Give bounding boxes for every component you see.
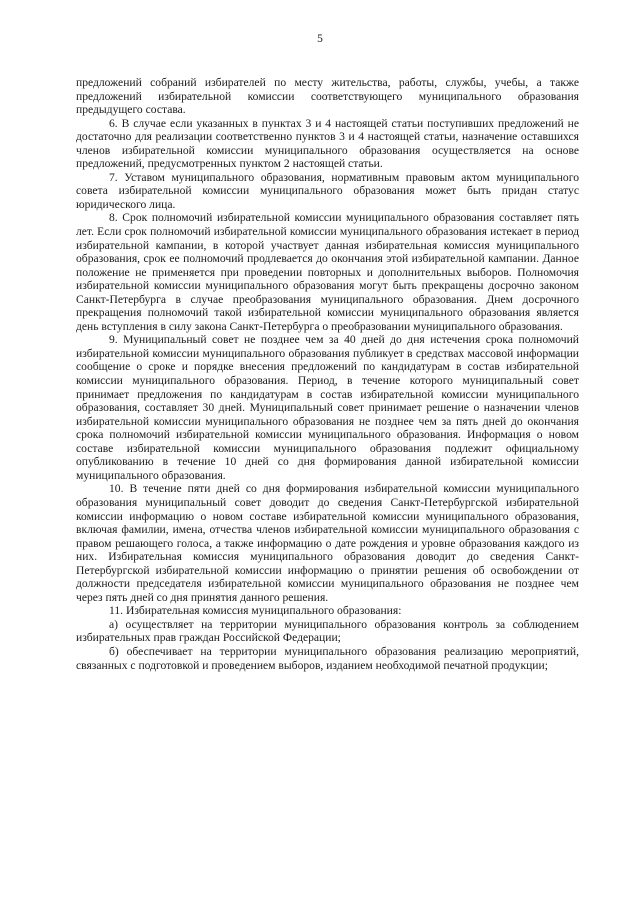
paragraph-item-8: 8. Срок полномочий избирательной комиссии муниципального образования составляет пять лет. Если срок полномочий избирательной комиссии муниципального образования истекает в период избирательной кампании, в которой участвует данная избирательная комиссия муниципального образования, срок ее полномочий продлевается до окончания этой избирательной кампании. Данное положение не применяется при проведении повторных и дополнительных выборов. Полномочия избирательной комиссии муниципального образования могут быть прекращены досрочно законом Санкт-Петербурга в случае преобразования муниципального образования. Днем досрочного прекращения полномочий такой избирательной комиссии муниципального образования является день вступления в силу закона Санкт-Петербурга о преобразовании муниципального образования.	[76, 211, 579, 333]
document-body	[76, 76, 579, 672]
paragraph-item-9: 9. Муниципальный совет не позднее чем за 40 дней до дня истечения срока полномочий избирательной комиссии муниципального образования публикует в средствах массовой информации сообщение о сроке и порядке внесения предложений по кандидатурам в состав избирательной комиссии муниципального образования. Период, в течение которого муниципальный совет принимает предложения по кандидатурам в состав избирательной комиссии муниципального образования, составляет 30 дней. Муниципальный совет принимает решение о назначении членов избирательной комиссии муниципального образования не позднее чем за пять дней до окончания срока полномочий избирательной комиссии муниципального образования. Информация о новом составе избирательной комиссии муниципального образования подлежит официальному опубликованию в течение 10 дней со дня формирования данной избирательной комиссии муниципального образования.	[76, 333, 579, 482]
paragraph-item-7: 7. Уставом муниципального образования, нормативным правовым актом муниципального совета избирательной комиссии муниципального образования может быть придан статус юридического лица.	[76, 170, 579, 211]
paragraph-item-6: 6. В случае если указанных в пунктах 3 и 4 настоящей статьи поступивших предложений не достаточно для реализации соответственно пунктов 3 и 4 настоящей статьи, назначение оставшихся членов избирательной комиссии муниципального образования осуществляется на основе предложений, предусмотренных пунктом 2 настоящей статьи.	[76, 116, 579, 171]
paragraph-subitem-a: а) осуществляет на территории муниципального образования контроль за соблюдением избирательных прав граждан Российской Федерации;	[76, 617, 579, 645]
paragraph-continuation: предложений собраний избирателей по месту жительства, работы, службы, учебы, а также предложений избирательной комиссии соответствующего муниципального образования предыдущего состава.	[76, 76, 579, 117]
paragraph-item-10: 10. В течение пяти дней со дня формирования избирательной комиссии муниципального образования муниципальный совет доводит до сведения Санкт-Петербургской избирательной комиссии информацию о новом составе избирательной комиссии муниципального образования, включая фамилии, имена, отчества членов избирательной комиссии муниципального образования с правом решающего голоса, а также информацию о дате рождения и уровне образования каждого из них. Избирательная комиссия муниципального образования доводит до сведения Санкт-Петербургской избирательной комиссии информацию о принятии решения об освобождении от должности председателя избирательной комиссии муниципального образования не позднее чем через пять дней со дня принятия данного решения.	[76, 482, 579, 604]
page-number: 5	[317, 33, 323, 45]
paragraph-item-11: 11. Избирательная комиссия муниципального образования:	[109, 604, 402, 618]
paragraph-subitem-b: б) обеспечивает на территории муниципального образования реализацию мероприятий, связанных с подготовкой и проведением выборов, изданием необходимой печатной продукции;	[76, 644, 579, 672]
